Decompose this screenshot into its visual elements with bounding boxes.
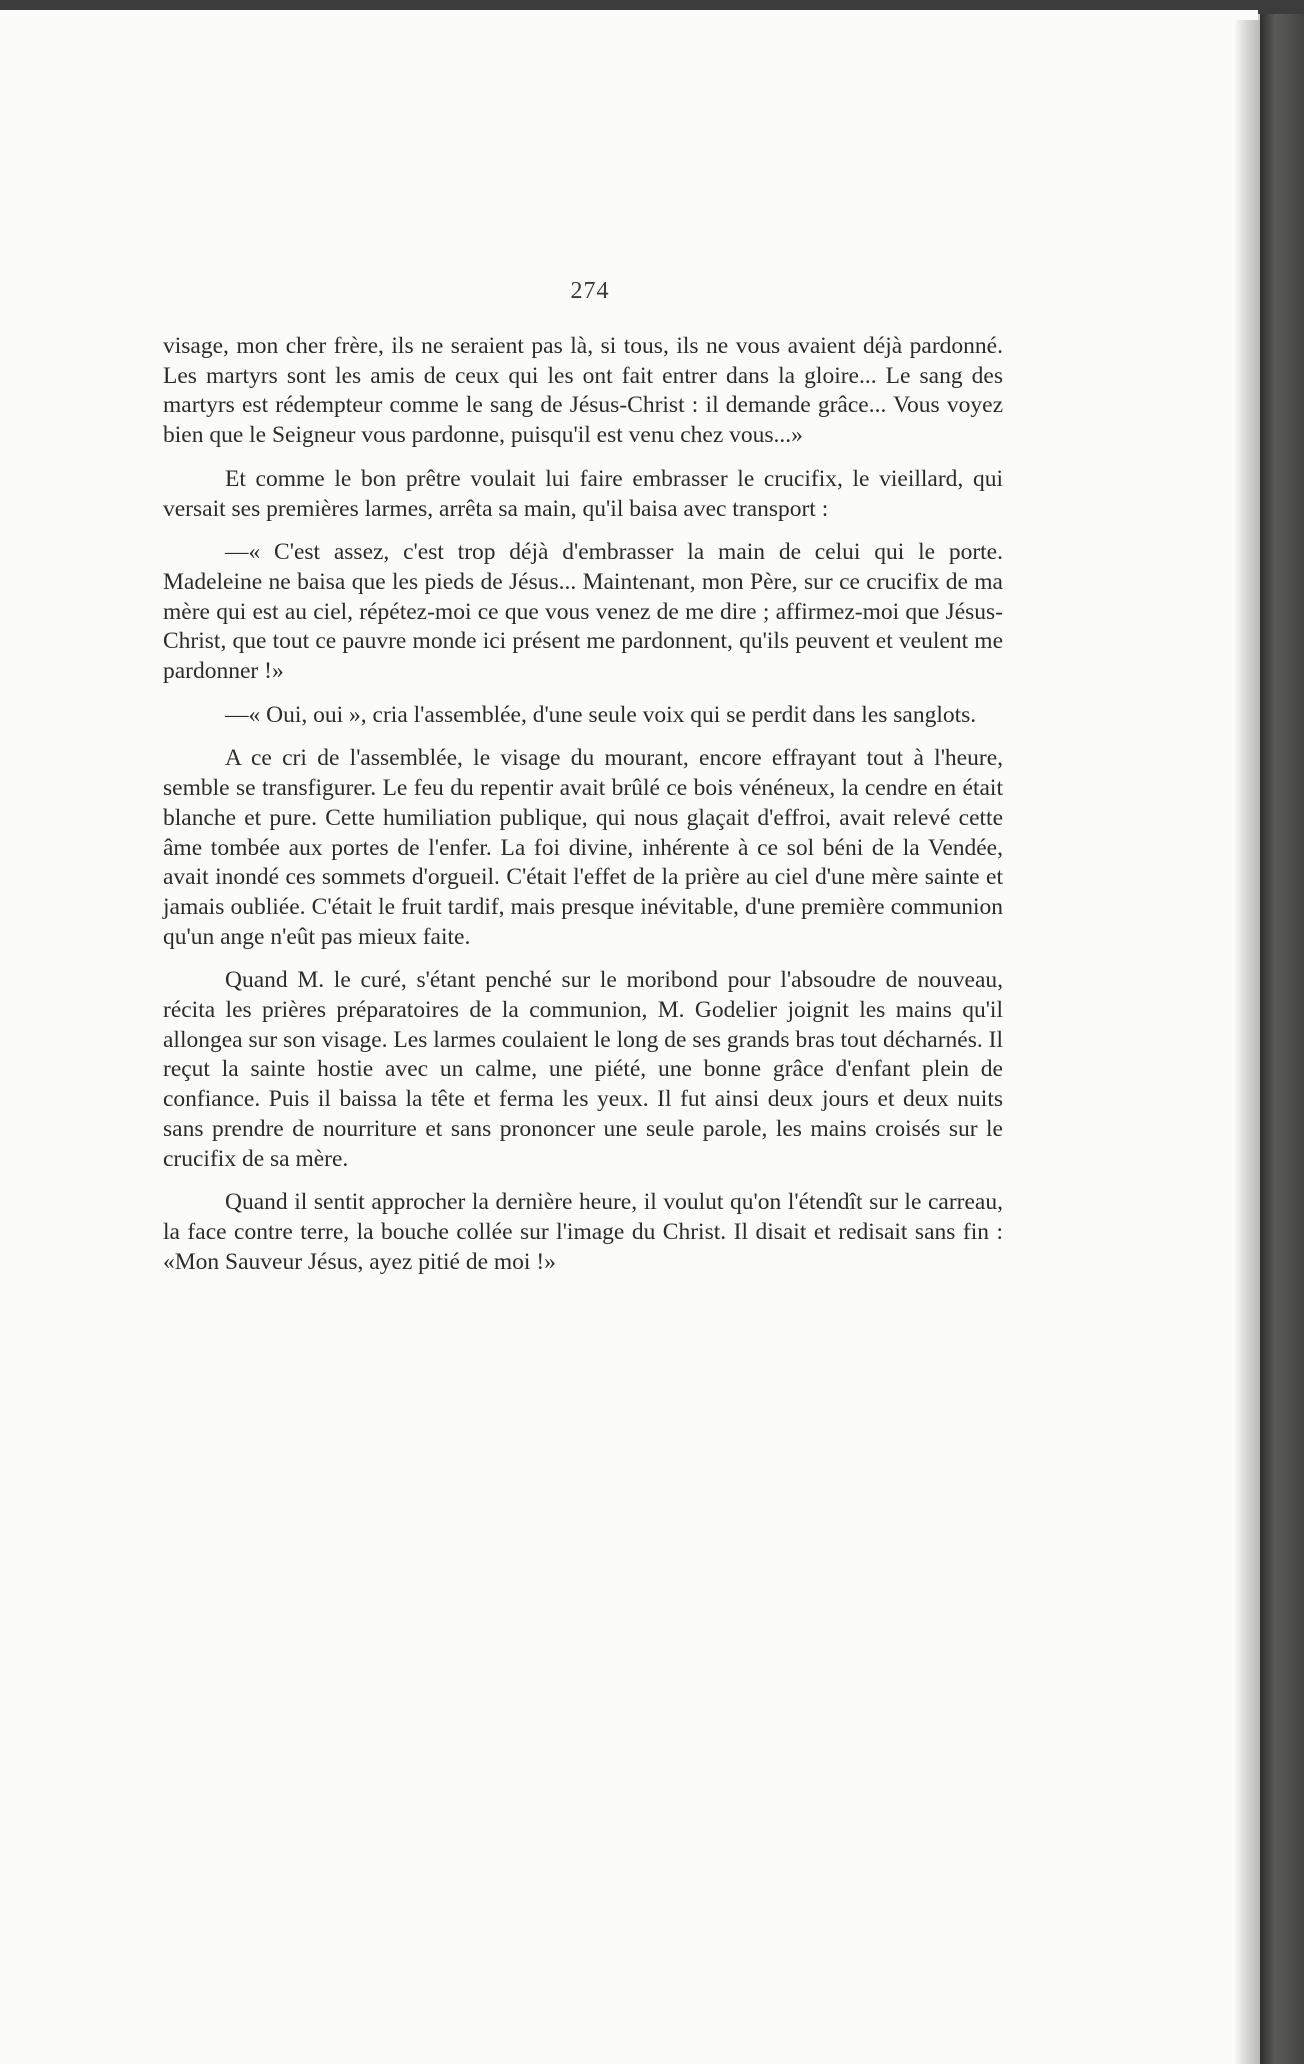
page-gutter-shadow xyxy=(1234,20,1260,2064)
book-spine xyxy=(1260,14,1304,2064)
paragraph: Et comme le bon prêtre voulait lui faire embrasser le crucifix, le vieillard, qui versait ses premières larmes, arrêta sa main, qu'il baisa avec transport : xyxy=(163,465,1003,522)
body-text xyxy=(163,332,1003,1291)
paragraph: Quand il sentit approcher la dernière heure, il voulut qu'on l'étendît sur le carreau, la face contre terre, la bouche collée sur l'image du Christ. Il disait et redisait sans fin : «Mon Sauveur Jésus, ayez pitié de moi !» xyxy=(163,1189,1003,1275)
paragraph-dialogue: —« Oui, oui », cria l'assemblée, d'une seule voix qui se perdit dans les sanglots. xyxy=(225,701,977,728)
paragraph: A ce cri de l'assemblée, le visage du mourant, encore effrayant tout à l'heure, semble se transfigurer. Le feu du repentir avait brûlé ce bois vénéneux, la cendre en était blanche et pure. Cette humiliation publique, qui nous glaçait d'effroi, avait relevé cette âme tombée aux portes de l'enfer. La foi divine, inhérente à ce sol béni de la Vendée, avait inondé ces sommets d'orgueil. C'était l'effet de la prière au ciel d'une mère sainte et jamais oubliée. C'était le fruit tardif, mais presque inévitable, d'une première communion qu'un ange n'eût pas mieux faite. xyxy=(163,745,1003,950)
paragraph-continued: visage, mon cher frère, ils ne seraient pas là, si tous, ils ne vous avaient déjà pardonné. Les martyrs sont les amis de ceux qui les ont fait entrer dans la gloire... Le sang des martyrs est rédempteur comme le sang de Jésus-Christ : il demande grâce... Vous voyez bien que le Seigneur vous pardonne, puisqu'il est venu chez vous...» xyxy=(163,333,1003,449)
page-number: 274 xyxy=(570,278,610,304)
paragraph-dialogue: —« C'est assez, c'est trop déjà d'embrasser la main de celui qui le porte. Madeleine ne baisa que les pieds de Jésus... Maintenant, mon Père, sur ce crucifix de ma mère qui est au ciel, répétez-moi ce que vous venez de me dire ; affirmez-moi que Jésus-Christ, que tout ce pauvre monde ici présent me pardonnent, qu'ils peuvent et veulent me pardonner !» xyxy=(163,539,1003,685)
paragraph: Quand M. le curé, s'étant penché sur le moribond pour l'absoudre de nouveau, récita les prières préparatoires de la communion, M. Godelier joignit les mains qu'il allongea sur son visage. Les larmes coulaient le long de ses grands bras tout décharnés. Il reçut la sainte hostie avec un calme, une piété, une bonne grâce d'enfant plein de confiance. Puis il baissa la tête et ferma les yeux. Il fut ainsi deux jours et deux nuits sans prendre de nourriture et sans prononcer une seule parole, les mains croisés sur le crucifix de sa mère. xyxy=(163,967,1003,1172)
